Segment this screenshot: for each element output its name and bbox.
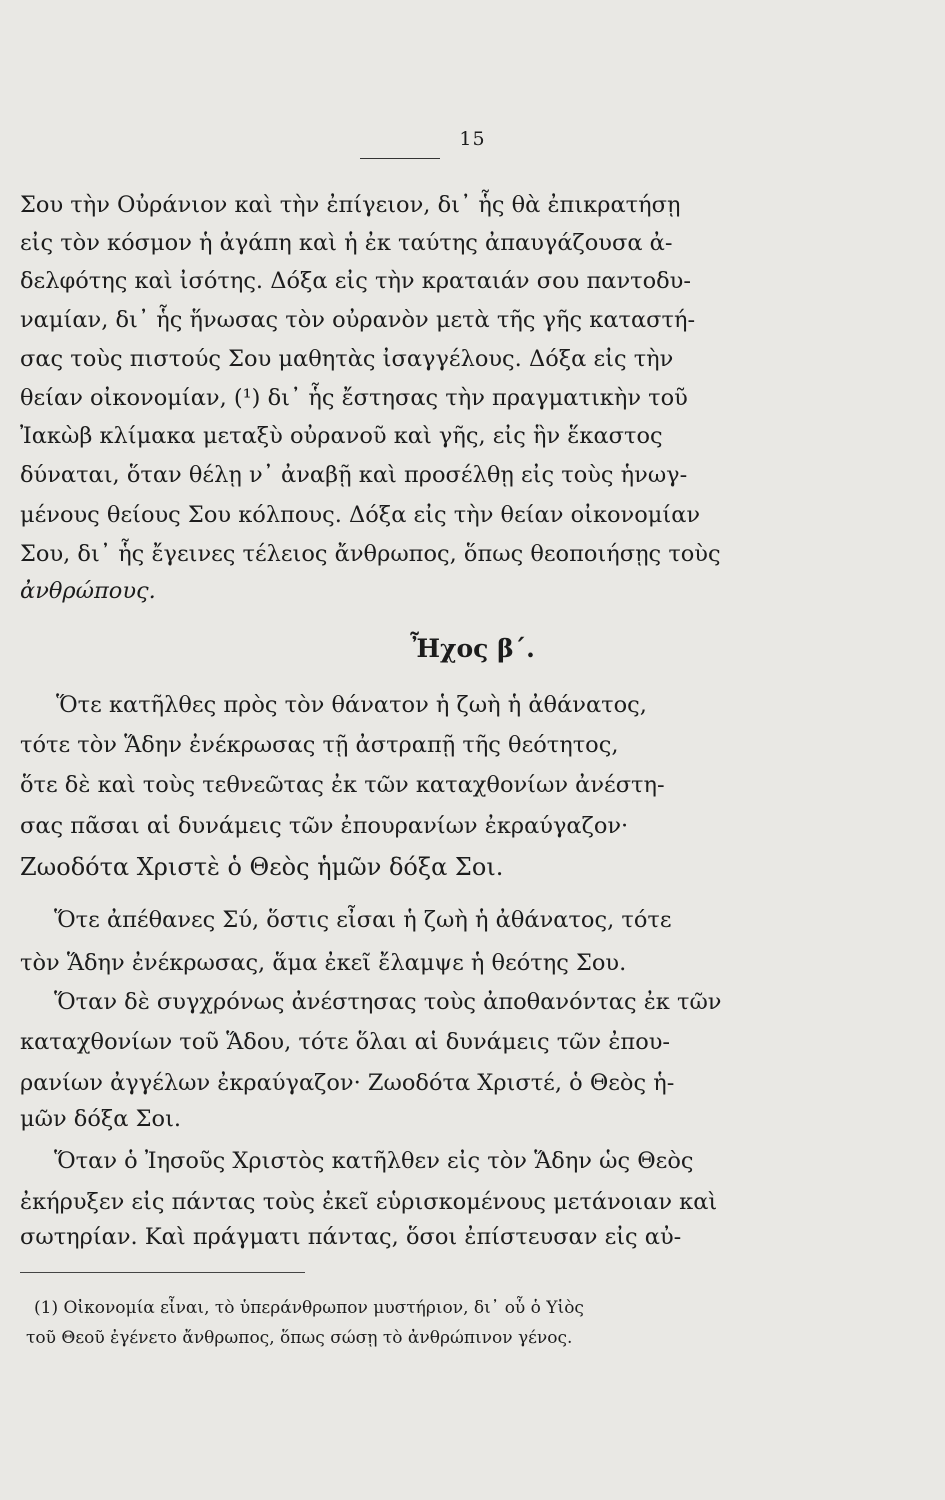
text-line: δελφότης καὶ ἰσότης. Δόξα εἰς τὴν κραταιάν σου παντοδυ- (20, 268, 691, 294)
text-line: ἐκήρυξεν εἰς πάντας τοὺς ἐκεῖ εὑρισκομένους μετάνοιαν καὶ (20, 1189, 718, 1215)
text-line: Ὅτε ἀπέθανες Σύ, ὅστις εἶσαι ἡ ζωὴ ἡ ἀθάνατος, τότε (54, 907, 672, 933)
text-line: Σου τὴν Οὐράνιον καὶ τὴν ἐπίγειον, δι᾽ ἧς θὰ ἐπικρατήσῃ (20, 192, 681, 218)
text-line: τὸν Ἅδην ἐνέκρωσας, ἅμα ἐκεῖ ἔλαμψε ἡ θεότης Σου. (20, 950, 627, 976)
text-line: ναμίαν, δι᾽ ἧς ἥνωσας τὸν οὐρανὸν μετὰ τῆς γῆς καταστή- (20, 307, 696, 333)
text-line: μῶν δόξα Σοι. (20, 1106, 182, 1132)
text-line: Ἰακὼβ κλίμακα μεταξὺ οὐρανοῦ καὶ γῆς, εἰς ἣν ἕκαστος (20, 423, 663, 449)
page-number: 15 (459, 128, 486, 150)
text-line: θείαν οἰκονομίαν, (¹) δι᾽ ἧς ἔστησας τὴν πραγματικὴν τοῦ (20, 385, 688, 411)
text-line: Ζωοδότα Χριστὲ ὁ Θεὸς ἡμῶν δόξα Σοι. (20, 853, 504, 881)
text-line: μένους θείους Σου κόλπους. Δόξα εἰς τὴν θείαν οἰκονομίαν (20, 502, 701, 528)
text-line: Ὅτε κατῆλθες πρὸς τὸν θάνατον ἡ ζωὴ ἡ ἀθάνατος, (56, 692, 647, 718)
text-line: σωτηρίαν. Καὶ πράγματι πάντας, ὅσοι ἐπίστευσαν εἰς αὐ- (20, 1224, 682, 1250)
text-line: εἰς τὸν κόσμον ἡ ἀγάπη καὶ ἡ ἐκ ταύτης ἀπαυγάζουσα ἀ- (20, 230, 673, 256)
text-line: Ὅταν δὲ συγχρόνως ἀνέστησας τοὺς ἀποθανόντας ἐκ τῶν (54, 989, 722, 1015)
text-line: τότε τὸν Ἅδην ἐνέκρωσας τῇ ἀστραπῇ τῆς θεότητος, (20, 732, 619, 758)
section-heading: Ἦχος β΄. (410, 634, 535, 663)
text-line: ὅτε δὲ καὶ τοὺς τεθνεῶτας ἐκ τῶν καταχθονίων ἀνέστη- (20, 772, 665, 798)
text-line: Σου, δι᾽ ἧς ἔγεινες τέλειος ἄνθρωπος, ὅπως θεοποιήσῃς τοὺς (20, 541, 721, 567)
footnote-line: τοῦ Θεοῦ ἐγένετο ἄνθρωπος, ὅπως σώσῃ τὸ ἀνθρώπινον γένος. (26, 1328, 573, 1348)
text-line: δύναται, ὅταν θέλῃ ν᾽ ἀναβῇ καὶ προσέλθῃ εἰς τοὺς ἡνωγ- (20, 462, 688, 488)
text-line: Ὅταν ὁ Ἰησοῦς Χριστὸς κατῆλθεν εἰς τὸν Ἅδην ὡς Θεὸς (54, 1148, 694, 1174)
text-line: καταχθονίων τοῦ Ἅδου, τότε ὅλαι αἱ δυνάμεις τῶν ἐπου- (20, 1029, 671, 1055)
text-line: σας τοὺς πιστούς Σου μαθητὰς ἰσαγγέλους. Δόξα εἰς τὴν (20, 346, 674, 372)
page-number-rule (360, 158, 440, 159)
text-line: ἀνθρώπους. (20, 578, 156, 604)
text-line: ρανίων ἀγγέλων ἐκραύγαζον· Ζωοδότα Χριστέ, ὁ Θεὸς ἡ- (20, 1070, 675, 1096)
footnote-line: (1) Οἰκονομία εἶναι, τὸ ὑπεράνθρωπον μυστήριον, δι᾽ οὗ ὁ Υἱὸς (34, 1298, 584, 1318)
text-line: σας πᾶσαι αἱ δυνάμεις τῶν ἐπουρανίων ἐκραύγαζον· (20, 813, 629, 839)
footnote-rule (20, 1272, 305, 1273)
